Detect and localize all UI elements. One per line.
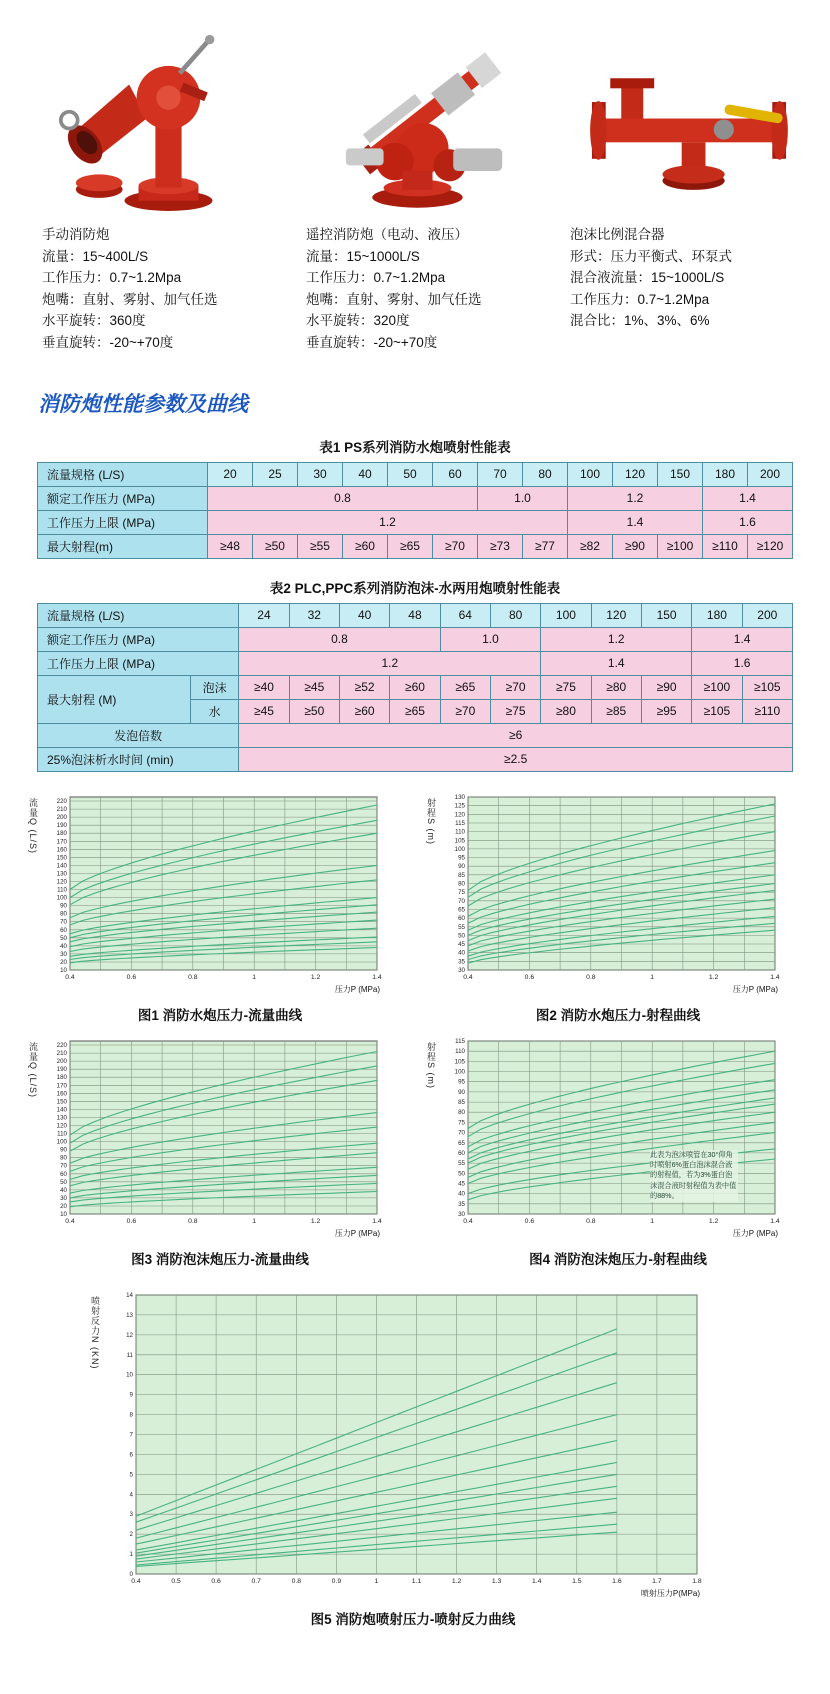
- x-tick-label: 1: [650, 973, 655, 981]
- table-cell: ≥60: [390, 675, 440, 699]
- y-axis-label: 流量Q (L/S): [28, 1041, 38, 1098]
- y-tick-label: 130: [56, 869, 67, 877]
- table-row: [38, 603, 793, 627]
- y-tick-label: 170: [56, 1081, 67, 1089]
- y-tick-label: 115: [455, 819, 465, 827]
- table-cell: ≥105: [692, 699, 742, 723]
- x-tick-label: 0.8: [586, 973, 596, 981]
- y-tick-label: 10: [60, 966, 67, 974]
- table-row: [38, 486, 793, 510]
- table2-plc-ppc-series-performance: [37, 603, 793, 772]
- x-axis-label: 压力P (MPa): [732, 1228, 778, 1238]
- y-tick-label: 7: [129, 1431, 133, 1439]
- y-tick-label: 80: [60, 910, 67, 918]
- table-cell: 100: [541, 603, 591, 627]
- table-header-cell: 工作压力上限 (MPa): [38, 651, 239, 675]
- x-tick-label: 1.4: [770, 973, 780, 981]
- table-cell: 40: [343, 462, 388, 486]
- table-cell: ≥95: [641, 699, 691, 723]
- product-name: 泡沫比例混合器: [570, 227, 665, 242]
- table-cell: 200: [748, 462, 793, 486]
- y-tick-label: 80: [60, 1154, 67, 1162]
- table-header-cell: 最大射程 (M): [38, 675, 191, 723]
- table-cell: ≥6: [239, 723, 793, 747]
- x-tick-label: 1: [650, 1217, 655, 1225]
- x-tick-label: 0.7: [251, 1577, 261, 1585]
- x-axis-label: 喷射压力P(MPa): [640, 1588, 700, 1598]
- table-row: [38, 675, 793, 699]
- table-cell: 120: [613, 462, 658, 486]
- product-card-remote-monitor: [306, 14, 544, 354]
- y-tick-label: 2: [129, 1530, 133, 1538]
- y-tick-label: 200: [56, 813, 67, 821]
- x-tick-label: 1.4: [531, 1577, 542, 1585]
- product-spec-vertical: 垂直旋转：-20~+70度: [42, 334, 174, 350]
- table-cell: ≥70: [490, 675, 540, 699]
- y-tick-label: 55: [458, 923, 465, 931]
- x-tick-label: 1.8: [692, 1577, 702, 1585]
- table1-ps-series-performance: [37, 462, 793, 559]
- y-tick-label: 125: [454, 802, 465, 810]
- y-tick-label: 85: [458, 871, 465, 879]
- section-title: 消防炮性能参数及曲线: [38, 392, 248, 416]
- table2-title: 表2 PLC,PPC系列消防泡沫-水两用炮喷射性能表: [269, 580, 561, 596]
- table-cell: ≥70: [433, 534, 478, 558]
- table-cell: 1.6: [692, 651, 793, 675]
- x-tick-label: 1.1: [411, 1577, 422, 1585]
- y-tick-label: 130: [454, 793, 465, 801]
- x-axis-label: 压力P (MPa): [732, 984, 778, 994]
- y-tick-label: 190: [56, 821, 67, 829]
- chart-canvas: [102, 1288, 702, 1600]
- y-tick-label: 60: [458, 914, 465, 922]
- table-cell: ≥110: [742, 699, 792, 723]
- table-cell: 40: [339, 603, 389, 627]
- chart-canvas: [40, 1034, 382, 1240]
- x-tick-label: 1.2: [708, 1217, 719, 1225]
- table-cell: 0.8: [239, 627, 440, 651]
- y-tick-label: 140: [56, 1105, 67, 1113]
- y-tick-label: 200: [56, 1057, 67, 1065]
- product-spec-type: 形式：压力平衡式、环泵式: [570, 248, 732, 264]
- y-tick-label: 30: [60, 950, 67, 958]
- table-header-cell: 水: [191, 699, 239, 723]
- y-tick-label: 45: [458, 940, 465, 948]
- x-axis-label: 压力P (MPa): [334, 1228, 380, 1238]
- y-tick-label: 20: [60, 1202, 67, 1210]
- x-tick-label: 1: [374, 1577, 379, 1585]
- y-tick-label: 180: [56, 1073, 67, 1081]
- x-tick-label: 0.9: [331, 1577, 342, 1585]
- y-tick-label: 5: [129, 1470, 133, 1478]
- table-cell: 0.8: [208, 486, 478, 510]
- y-tick-label: 11: [126, 1351, 133, 1359]
- table-cell: ≥82: [568, 534, 613, 558]
- table-cell: 20: [208, 462, 253, 486]
- x-tick-label: 0.4: [131, 1577, 141, 1585]
- product-photo-manual-fire-monitor: [42, 14, 280, 220]
- y-tick-label: 40: [458, 949, 465, 957]
- y-tick-label: 180: [56, 829, 67, 837]
- y-tick-label: 170: [56, 837, 67, 845]
- table-cell: ≥50: [289, 699, 339, 723]
- chart-annotation: 此表为泡沫喷管在30°仰角时喷射6%蛋白泡沫混合液的射程值，若为3%蛋白泡沫混合液时射程值为表中值的88%。: [650, 1149, 737, 1201]
- chart-caption-fig3: 图3 消防泡沫炮压力-流量曲线: [131, 1251, 309, 1267]
- x-tick-label: 0.4: [65, 1217, 75, 1225]
- x-tick-label: 1.4: [770, 1217, 780, 1225]
- x-tick-label: 1.2: [451, 1577, 462, 1585]
- y-tick-label: 80: [458, 880, 465, 888]
- y-tick-label: 140: [56, 861, 67, 869]
- table-cell: 1.4: [692, 627, 793, 651]
- table-cell: 80: [490, 603, 540, 627]
- x-tick-label: 1: [252, 1217, 257, 1225]
- table-cell: 48: [390, 603, 440, 627]
- table-cell: ≥60: [339, 699, 389, 723]
- table-row: [38, 627, 793, 651]
- y-tick-label: 4: [129, 1490, 133, 1498]
- table-cell: 70: [478, 462, 523, 486]
- x-tick-label: 1: [252, 973, 257, 981]
- y-tick-label: 50: [458, 1169, 465, 1177]
- product-spec-flow: 流量：15~400L/S: [42, 248, 149, 264]
- table-cell: ≥77: [523, 534, 568, 558]
- table1-title: 表1 PS系列消防水炮喷射性能表: [319, 439, 511, 455]
- x-tick-label: 1.5: [572, 1577, 582, 1585]
- x-tick-label: 1.3: [491, 1577, 502, 1585]
- table-cell: 200: [742, 603, 792, 627]
- y-tick-label: 90: [60, 902, 67, 910]
- y-tick-label: 95: [458, 854, 465, 862]
- y-tick-label: 105: [454, 1057, 465, 1065]
- y-tick-label: 100: [56, 1138, 67, 1146]
- table-cell: ≥65: [440, 675, 490, 699]
- table-cell: ≥80: [541, 699, 591, 723]
- y-tick-label: 45: [458, 1180, 465, 1188]
- table-row: [38, 651, 793, 675]
- table-cell: ≥70: [440, 699, 490, 723]
- y-tick-label: 35: [458, 957, 465, 965]
- y-axis-label: 流量Q (L/S): [28, 797, 38, 854]
- table-cell: 1.2: [239, 651, 541, 675]
- y-tick-label: 90: [458, 862, 465, 870]
- table-cell: ≥73: [478, 534, 523, 558]
- table-cell: ≥65: [388, 534, 433, 558]
- y-tick-label: 55: [458, 1159, 465, 1167]
- y-tick-label: 110: [57, 886, 67, 894]
- y-tick-label: 60: [458, 1149, 465, 1157]
- table-cell: ≥45: [289, 675, 339, 699]
- table-cell: ≥75: [490, 699, 540, 723]
- x-tick-label: 0.6: [524, 1217, 535, 1225]
- y-tick-label: 160: [56, 1089, 67, 1097]
- table-cell: ≥65: [390, 699, 440, 723]
- product-spec-horizontal: 水平旋转：360度: [42, 313, 146, 329]
- product-photo-foam-proportioner: [570, 14, 808, 220]
- table-cell: 120: [591, 603, 641, 627]
- product-name: 手动消防炮: [42, 227, 110, 242]
- y-tick-label: 10: [126, 1371, 133, 1379]
- table-cell: ≥120: [748, 534, 793, 558]
- x-axis-label: 压力P (MPa): [334, 984, 380, 994]
- table-cell: ≥52: [339, 675, 389, 699]
- table-cell: 30: [298, 462, 343, 486]
- chart-canvas: [438, 1034, 780, 1240]
- x-tick-label: 1.4: [372, 973, 382, 981]
- chart-caption-fig4: 图4 消防泡沫炮压力-射程曲线: [529, 1251, 707, 1267]
- chart-fig5-reaction-force-curve: [88, 1288, 738, 1628]
- table-cell: 150: [641, 603, 691, 627]
- y-tick-label: 110: [57, 1130, 67, 1138]
- table-cell: 180: [692, 603, 742, 627]
- product-photo-remote-fire-monitor: [306, 14, 544, 220]
- table-cell: 1.0: [440, 627, 541, 651]
- remote-fire-monitor-image: [312, 24, 538, 220]
- product-spec-vertical: 垂直旋转：-20~+70度: [306, 334, 438, 350]
- table-header-cell: 流量规格 (L/S): [38, 603, 239, 627]
- product-spec-flow: 混合液流量：15~1000L/S: [570, 270, 725, 286]
- y-tick-label: 70: [458, 1129, 465, 1137]
- product-spec-pressure: 工作压力：0.7~1.2Mpa: [570, 291, 710, 307]
- table-cell: 1.4: [541, 651, 692, 675]
- y-tick-label: 70: [458, 897, 465, 905]
- y-tick-label: 8: [129, 1411, 133, 1419]
- y-tick-label: 120: [56, 878, 67, 886]
- table-cell: ≥110: [703, 534, 748, 558]
- x-tick-label: 0.6: [524, 973, 535, 981]
- chart-plot-wrap: [26, 1034, 414, 1245]
- table-cell: 24: [239, 603, 289, 627]
- y-tick-label: 14: [126, 1291, 133, 1299]
- y-tick-label: 9: [129, 1391, 133, 1399]
- table-cell: ≥100: [692, 675, 742, 699]
- x-tick-label: 0.8: [586, 1217, 596, 1225]
- y-tick-label: 150: [56, 1097, 67, 1105]
- x-tick-label: 1.2: [310, 1217, 321, 1225]
- x-tick-label: 1.2: [708, 973, 719, 981]
- table-cell: ≥90: [613, 534, 658, 558]
- y-tick-label: 70: [60, 918, 67, 926]
- chart-canvas: [40, 790, 382, 996]
- table-header-cell: 额定工作压力 (MPa): [38, 627, 239, 651]
- x-tick-label: 1.4: [372, 1217, 382, 1225]
- table-cell: 64: [440, 603, 490, 627]
- y-tick-label: 50: [60, 934, 67, 942]
- chart-fig4-foam-range-curve: [424, 1034, 812, 1268]
- product-spec-horizontal: 水平旋转：320度: [306, 313, 410, 329]
- y-axis-label: 喷射反力N (KN): [90, 1295, 100, 1370]
- table-cell: ≥105: [742, 675, 792, 699]
- table-cell: ≥2.5: [239, 747, 793, 771]
- chart-canvas: [438, 790, 780, 996]
- table-row: [38, 534, 793, 558]
- y-tick-label: 110: [455, 1047, 465, 1055]
- y-tick-label: 210: [56, 1049, 67, 1057]
- y-tick-label: 13: [126, 1311, 133, 1319]
- table-cell: 1.4: [703, 486, 793, 510]
- table-cell: ≥45: [239, 699, 289, 723]
- y-tick-label: 100: [454, 845, 465, 853]
- product-card-foam-proportioner: [570, 14, 808, 354]
- y-axis-label: 射程S (m): [426, 797, 436, 845]
- y-tick-label: 65: [458, 1139, 465, 1147]
- y-tick-label: 90: [458, 1088, 465, 1096]
- table-cell: ≥55: [298, 534, 343, 558]
- table-row: [38, 462, 793, 486]
- table-cell: ≥40: [239, 675, 289, 699]
- table-cell: ≥50: [253, 534, 298, 558]
- x-tick-label: 1.7: [652, 1577, 662, 1585]
- product-spec-nozzle: 炮嘴：直射、雾射、加气任选: [306, 291, 482, 307]
- product-overview-row: [0, 0, 830, 354]
- x-tick-label: 0.6: [211, 1577, 221, 1585]
- table-cell: 180: [703, 462, 748, 486]
- x-tick-label: 0.4: [65, 973, 75, 981]
- product-spec-flow: 流量：15~1000L/S: [306, 248, 420, 264]
- table-header-cell: 泡沫: [191, 675, 239, 699]
- chart-caption-fig5: 图5 消防炮喷射压力-喷射反力曲线: [310, 1611, 516, 1627]
- y-tick-label: 10: [60, 1210, 67, 1218]
- y-tick-label: 40: [60, 1186, 67, 1194]
- y-tick-label: 50: [60, 1178, 67, 1186]
- table-header-cell: 额定工作压力 (MPa): [38, 486, 208, 510]
- y-tick-label: 1: [129, 1550, 133, 1558]
- y-tick-label: 120: [56, 1122, 67, 1130]
- table-cell: 1.6: [703, 510, 793, 534]
- table-cell: ≥60: [343, 534, 388, 558]
- x-tick-label: 0.8: [291, 1577, 302, 1585]
- chart-plot-wrap: [424, 1034, 812, 1245]
- chart-plot-wrap: [424, 790, 812, 1001]
- y-tick-label: 60: [60, 926, 67, 934]
- y-tick-label: 30: [458, 1210, 465, 1218]
- x-tick-label: 0.6: [126, 973, 137, 981]
- y-axis-label: 射程S (m): [426, 1041, 436, 1089]
- y-tick-label: 160: [56, 845, 67, 853]
- table-row: [38, 723, 793, 747]
- y-tick-label: 220: [56, 1041, 67, 1049]
- y-tick-label: 95: [458, 1078, 465, 1086]
- table-cell: 100: [568, 462, 613, 486]
- table-cell: 80: [523, 462, 568, 486]
- manual-fire-monitor-image: [58, 24, 264, 220]
- x-tick-label: 1.6: [612, 1577, 622, 1585]
- table-cell: 1.2: [568, 486, 703, 510]
- charts-grid: [0, 790, 830, 1268]
- y-tick-label: 105: [454, 836, 465, 844]
- chart-fig2-water-range-curve: [424, 790, 812, 1024]
- table-cell: 1.4: [568, 510, 703, 534]
- y-tick-label: 75: [458, 1118, 465, 1126]
- y-tick-label: 130: [56, 1113, 67, 1121]
- product-spec-pressure: 工作压力：0.7~1.2Mpa: [306, 270, 446, 286]
- y-tick-label: 6: [129, 1450, 133, 1458]
- y-tick-label: 12: [126, 1331, 133, 1339]
- y-tick-label: 35: [458, 1200, 465, 1208]
- table-header-cell: 流量规格 (L/S): [38, 462, 208, 486]
- y-tick-label: 50: [458, 931, 465, 939]
- table-cell: 60: [433, 462, 478, 486]
- y-tick-label: 0: [129, 1570, 133, 1578]
- table-cell: 1.0: [478, 486, 568, 510]
- y-tick-label: 210: [56, 805, 67, 813]
- y-tick-label: 115: [455, 1037, 465, 1045]
- y-tick-label: 100: [56, 894, 67, 902]
- product-name: 遥控消防炮（电动、液压）: [306, 227, 468, 242]
- table-cell: 32: [289, 603, 339, 627]
- table-header-cell: 25%泡沫析水时间 (min): [38, 747, 239, 771]
- table-cell: 50: [388, 462, 433, 486]
- table-cell: 1.2: [541, 627, 692, 651]
- table-header-cell: 发泡倍数: [38, 723, 239, 747]
- y-tick-label: 220: [56, 797, 67, 805]
- y-tick-label: 70: [60, 1162, 67, 1170]
- y-tick-label: 20: [60, 958, 67, 966]
- x-tick-label: 0.8: [188, 973, 198, 981]
- y-tick-label: 75: [458, 888, 465, 896]
- y-tick-label: 40: [458, 1190, 465, 1198]
- table-cell: ≥85: [591, 699, 641, 723]
- foam-proportioner-image: [570, 50, 808, 220]
- product-spec-pressure: 工作压力：0.7~1.2Mpa: [42, 270, 182, 286]
- x-tick-label: 0.4: [463, 973, 473, 981]
- product-spec-nozzle: 炮嘴：直射、雾射、加气任选: [42, 291, 218, 307]
- chart-fig1-water-flow-curve: [26, 790, 414, 1024]
- table-cell: ≥100: [658, 534, 703, 558]
- chart-caption-fig1: 图1 消防水炮压力-流量曲线: [137, 1007, 303, 1023]
- x-tick-label: 1.2: [310, 973, 321, 981]
- y-tick-label: 110: [455, 828, 465, 836]
- chart-fig3-foam-flow-curve: [26, 1034, 414, 1268]
- table-cell: 150: [658, 462, 703, 486]
- y-tick-label: 65: [458, 906, 465, 914]
- y-tick-label: 30: [458, 966, 465, 974]
- y-tick-label: 85: [458, 1098, 465, 1106]
- y-tick-label: 190: [56, 1065, 67, 1073]
- table-cell: ≥90: [641, 675, 691, 699]
- y-tick-label: 120: [454, 810, 465, 818]
- table-cell: ≥80: [591, 675, 641, 699]
- y-tick-label: 60: [60, 1170, 67, 1178]
- x-tick-label: 0.5: [171, 1577, 181, 1585]
- table-cell: 25: [253, 462, 298, 486]
- x-tick-label: 0.8: [188, 1217, 198, 1225]
- y-tick-label: 150: [56, 853, 67, 861]
- product-spec-mix-ratio: 混合比：1%、3%、6%: [570, 313, 710, 329]
- y-tick-label: 90: [60, 1146, 67, 1154]
- y-tick-label: 80: [458, 1108, 465, 1116]
- table-row: [38, 747, 793, 771]
- y-tick-label: 100: [454, 1068, 465, 1076]
- chart-plot-wrap: [88, 1288, 738, 1605]
- y-tick-label: 3: [129, 1510, 133, 1518]
- table-header-cell: 工作压力上限 (MPa): [38, 510, 208, 534]
- x-tick-label: 0.6: [126, 1217, 137, 1225]
- table-row: [38, 510, 793, 534]
- y-tick-label: 30: [60, 1194, 67, 1202]
- table-cell: ≥48: [208, 534, 253, 558]
- chart-caption-fig2: 图2 消防水炮压力-射程曲线: [535, 1007, 701, 1023]
- y-tick-label: 40: [60, 942, 67, 950]
- table-cell: ≥75: [541, 675, 591, 699]
- table-header-cell: 最大射程(m): [38, 534, 208, 558]
- product-card-manual-monitor: [42, 14, 280, 354]
- table-cell: 1.2: [208, 510, 568, 534]
- x-tick-label: 0.4: [463, 1217, 473, 1225]
- chart-plot-wrap: [26, 790, 414, 1001]
